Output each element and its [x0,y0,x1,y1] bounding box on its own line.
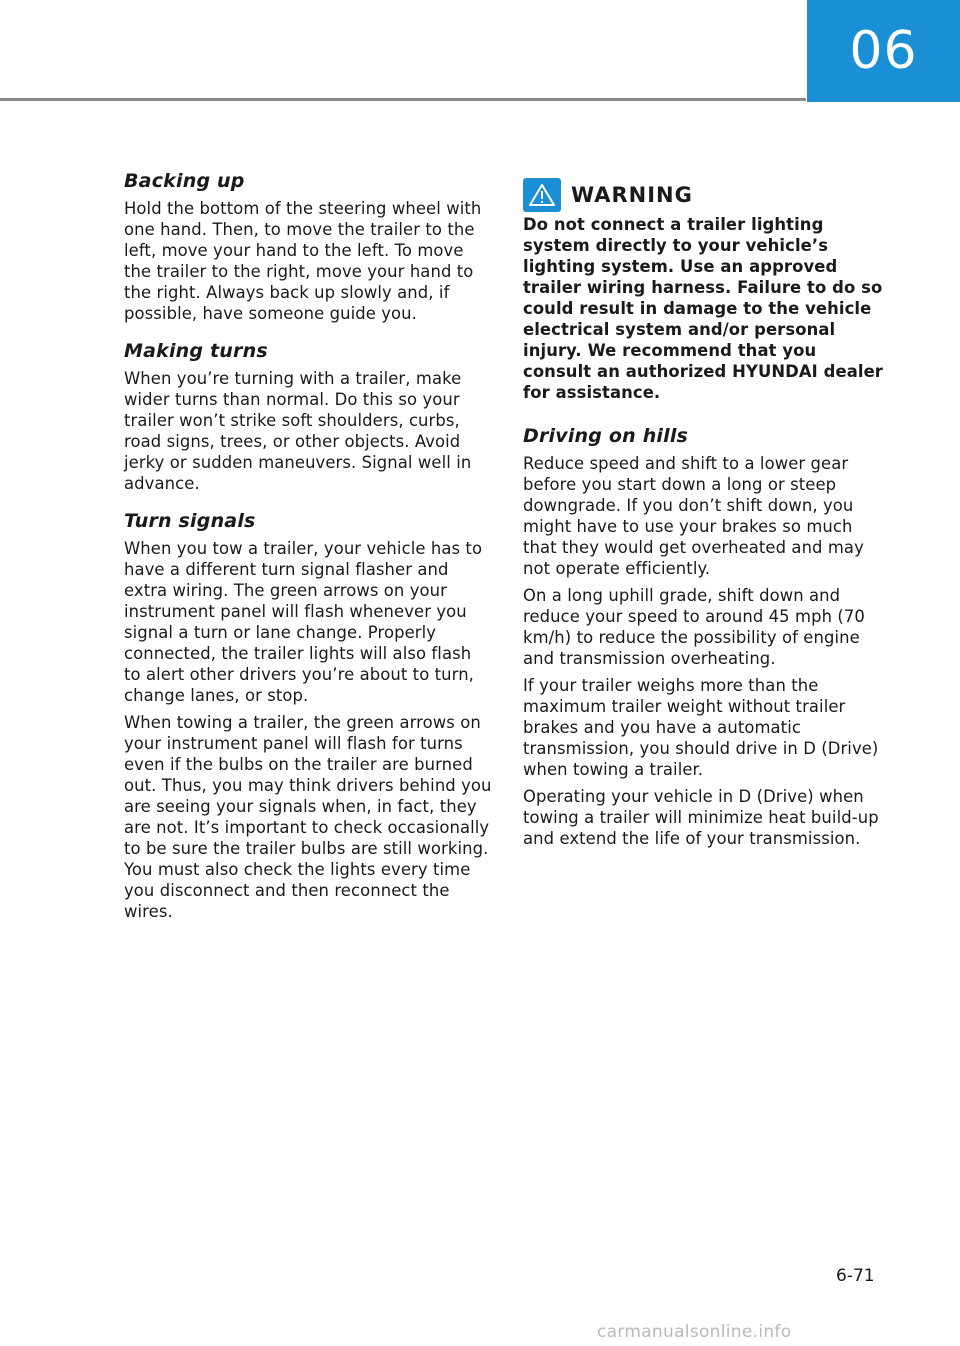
section-turn-signals [124,510,492,922]
section-heading: Making turns [124,340,268,362]
paragraph: Operating your vehicle in D (Drive) when towing a trailer will minimize heat build-up and extend the life of your transmission. [523,787,879,848]
warning-triangle-icon [523,178,561,212]
paragraph: On a long uphill grade, shift down and reduce your speed to around 45 mph (70 km/h) to reduce the possibility of engine and transmission overheating. [523,586,865,668]
section-backing-up [124,170,492,324]
warning-box [523,178,885,403]
warning-header [523,178,885,212]
chapter-number: 06 [849,21,918,81]
paragraph: When you tow a trailer, your vehicle has to have a different turn signal flasher and extra wiring. The green arrows on your instrument panel will flash whenever you signal a turn or lane change. Properly connected, the trailer lights will also flash to alert other drivers you’re about to turn, change lanes, or stop. [124,539,483,705]
watermark: carmanualsonline.info [597,1322,792,1342]
paragraph: If your trailer weighs more than the maximum trailer weight without trailer brakes and you have a automatic transmission, you should drive in D (Drive) when towing a trailer. [523,676,879,779]
paragraph: Reduce speed and shift to a lower gear before you start down a long or steep downgrade. If you don’t shift down, you might have to use your brakes so much that they would get overheated and may not operate efficiently. [523,454,864,578]
left-column [124,170,492,938]
chapter-tab [807,0,960,102]
paragraph: Hold the bottom of the steering wheel with one hand. Then, to move the trailer to the left, move your hand to the left. To move the trailer to the right, move your hand to the right. Always back up slowly and, if possible, have someone guide you. [124,199,482,323]
page-number: 6-71 [836,1266,875,1286]
paragraph: When you’re turning with a trailer, make wider turns than normal. Do this so your trailer won’t strike soft shoulders, curbs, road signs, trees, or other objects. Avoid jerky or sudden maneuvers. Signal well in advance. [124,369,472,493]
section-making-turns [124,340,492,494]
header-rule [0,98,806,101]
warning-body: Do not connect a trailer lighting system directly to your vehicle’s lighting system. Use an approved trailer wiring harness. Failure to do so could result in damage to the vehicle electrical system and/or personal injury. We recommend that you consult an authorized HYUNDAI dealer for assistance. [523,215,883,402]
section-heading: Backing up [124,170,245,192]
warning-title: WARNING [571,183,693,207]
section-heading: Turn signals [124,510,256,532]
section-driving-on-hills [523,425,885,849]
right-column [523,178,885,865]
paragraph: When towing a trailer, the green arrows on your instrument panel will flash for turns even if the bulbs on the trailer are burned out. Thus, you may think drivers behind you are seeing your signals when, in fact, they are not. It’s important to check occasionally to be sure the trailer bulbs are still working. You must also check the lights every time you disconnect and then reconnect the wires. [124,713,492,921]
section-heading: Driving on hills [523,425,689,447]
